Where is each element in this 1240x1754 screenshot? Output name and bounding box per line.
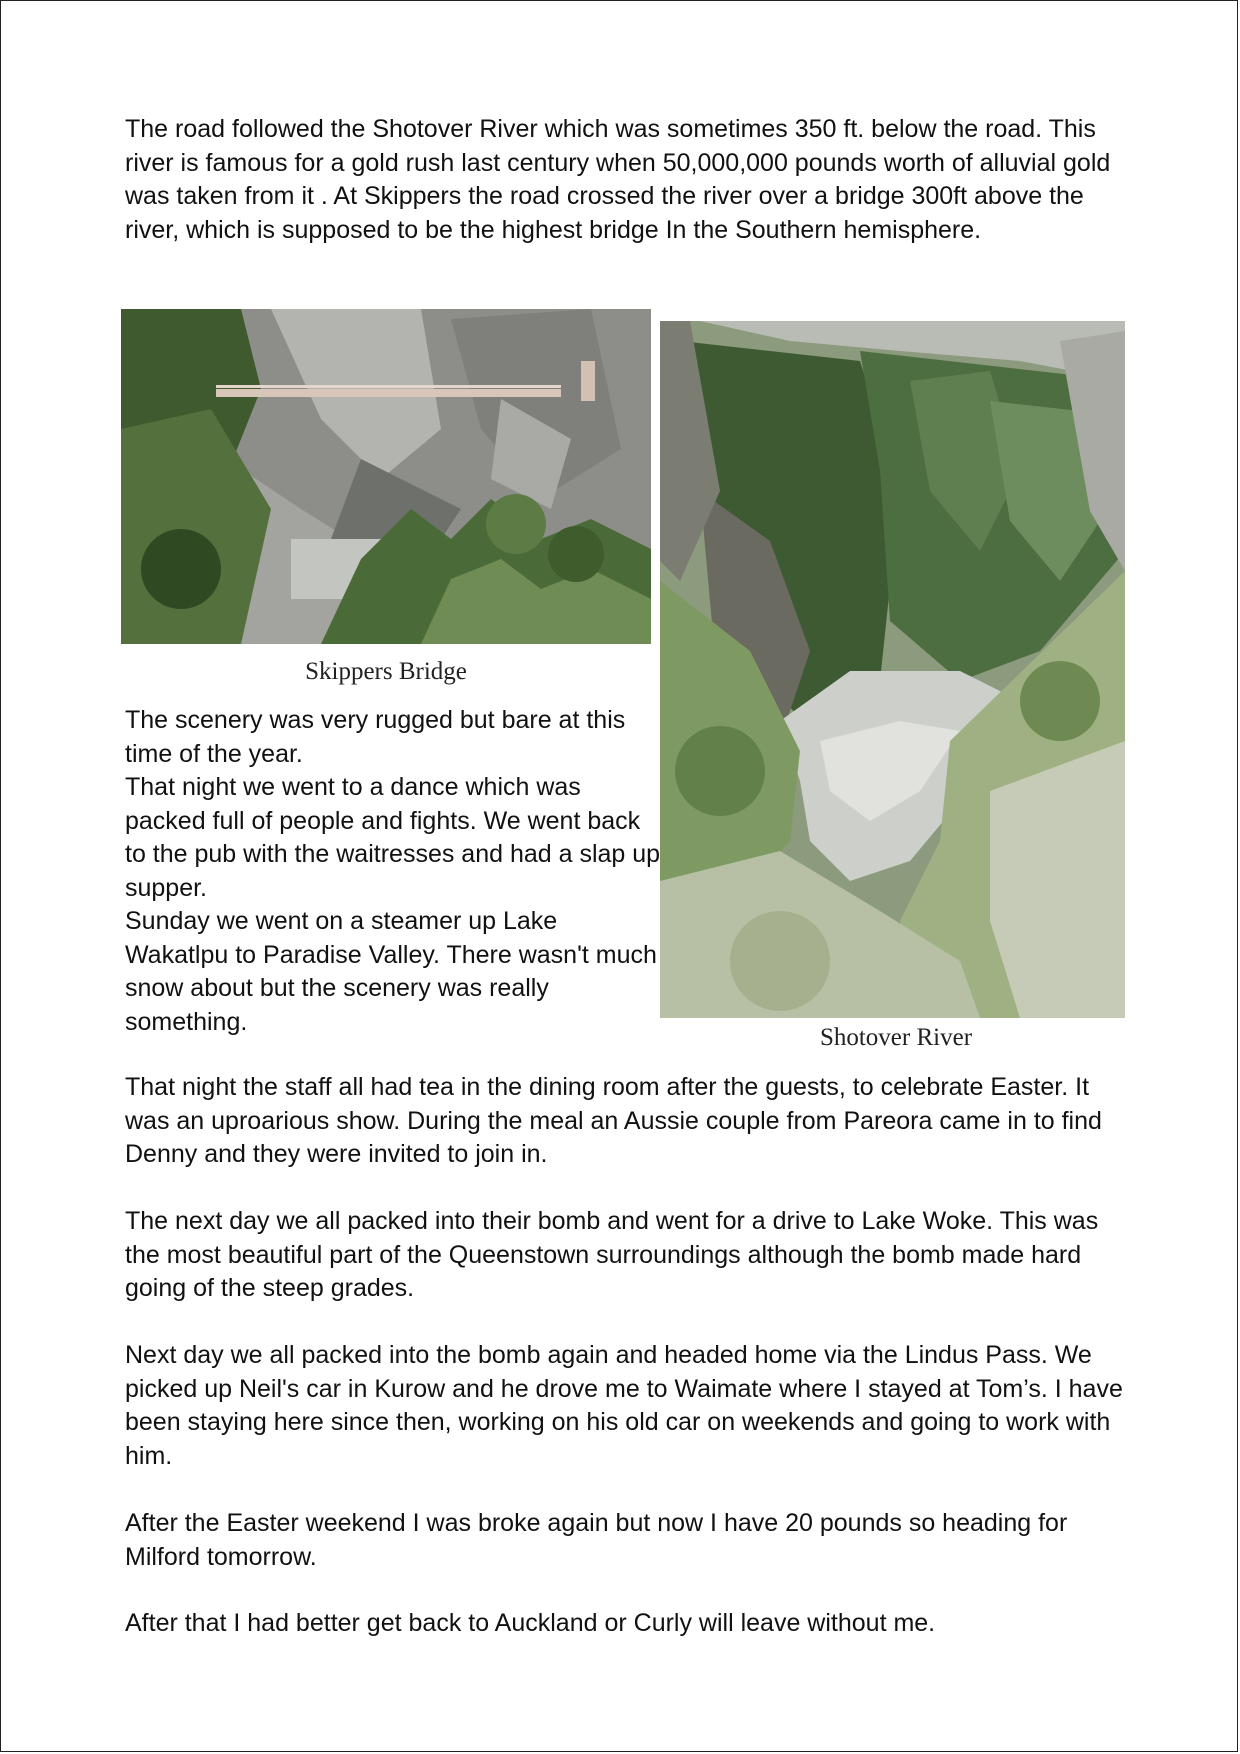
paragraph-lake-drive: The next day we all packed into their bomb and went for a drive to Lake Woke. This was the most beautiful part of the Queenstown surroundings although the bomb made hard going of the steep grades. [125,1207,1099,1302]
paragraph-dance: That night we went to a dance which was packed full of people and fights. We went back to the pub with the waitresses and had a slap up supper. [125,773,661,902]
paragraph-steamer: Sunday we went on a steamer up Lake Wakatlpu to Paradise Valley. There wasn't much snow about but the scenery was really something. [125,907,657,1036]
paragraph-milford: After the Easter weekend I was broke again but now I have 20 pounds so heading for Milford tomorrow. [125,1509,1068,1571]
paragraph-auckland: After that I had better get back to Auckland or Curly will leave without me. [125,1609,936,1637]
paragraph-easter-tea: That night the staff all had tea in the dining room after the guests, to celebrate Easter. It was an uproarious show. During the meal an Aussie couple from Pareora came in to find Denny and they were invited to join in. [125,1073,1102,1168]
shotover-river-caption: Shotover River [819,1024,973,1051]
skippers-bridge-caption: Skippers Bridge [305,658,467,685]
paragraph-shotover-road: The road followed the Shotover River which was sometimes 350 ft. below the road. This river is famous for a gold rush last century when 50,000,000 pounds worth of alluvial gold was taken from it . At Skippers the road crossed the river over a bridge 300ft above the river, which is supposed to be the highest bridge In the Southern hemisphere. [125,115,1111,244]
skippers-bridge-photo [121,309,651,644]
paragraph-home-via-lindus: Next day we all packed into the bomb again and headed home via the Lindus Pass. We picked up Neil's car in Kurow and he drove me to Waimate where I stayed at Tom’s. I have been staying here since then, working on his old car on weekends and going to work with him. [125,1341,1123,1470]
shotover-river-photo [660,321,1125,1018]
paragraph-scenery: The scenery was very rugged but bare at this time of the year. [125,706,626,768]
